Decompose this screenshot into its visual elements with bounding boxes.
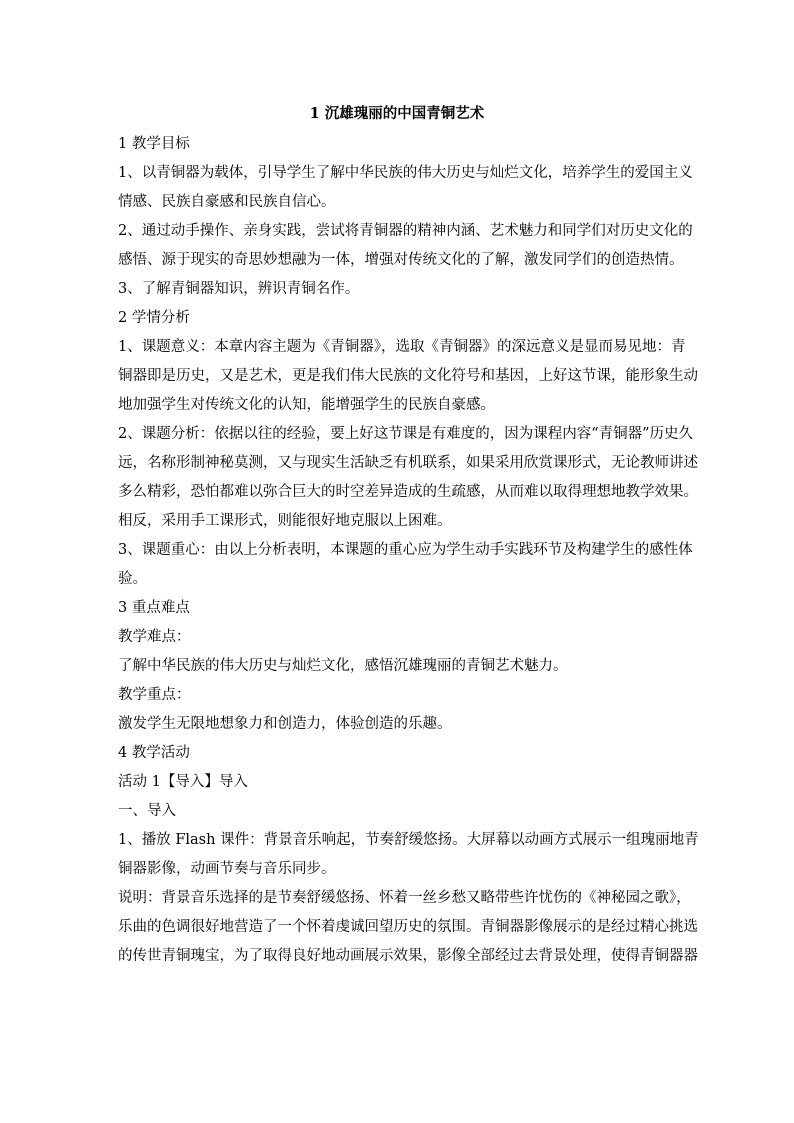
paragraph-line: 2、课题分析：依据以往的经验，要上好这节课是有难度的，因为课程内容“青铜器”历史久 xyxy=(118,426,694,442)
paragraph-line: 远，名称形制神秘莫测，又与现实生活缺乏有机联系，如果采用欣赏课形式，无论教师讲述 xyxy=(118,455,698,471)
paragraph-line: 说明：背景音乐选择的是节奏舒缓悠扬、怀着一丝乡愁又略带些许忧伤的《神秘园之歌》， xyxy=(118,890,691,906)
document-title: 1 沉雄瑰丽的中国青铜艺术 xyxy=(309,105,485,122)
paragraph-line: 1、播放 Flash 课件：背景音乐响起，节奏舒缓悠扬。大屏幕以动画方式展示一组瑰丽地青 xyxy=(118,832,699,848)
heading-activities: 4 教学活动 xyxy=(118,745,190,761)
paragraph-line: 铜器影像，动画节奏与音乐同步。 xyxy=(118,861,336,877)
paragraph-line: 乐曲的色调很好地营造了一个怀着虔诚回望历史的氛围。青铜器影像展示的是经过精心挑选 xyxy=(118,919,698,935)
paragraph-line: 多么精彩，恐怕都难以弥合巨大的时空差异造成的生疏感，从而难以取得理想地教学效果。 xyxy=(118,484,698,500)
heading-student-analysis: 2 学情分析 xyxy=(118,310,190,326)
section-heading-intro: 一、导入 xyxy=(118,803,176,819)
paragraph-line: 验。 xyxy=(118,571,147,587)
paragraph-line: 铜器即是历史，又是艺术，更是我们伟大民族的文化符号和基因，上好这节课，能形象生动 xyxy=(118,368,698,384)
paragraph-line: 相反，采用手工课形式，则能很好地克服以上困难。 xyxy=(118,513,452,529)
paragraph-line: 1、以青铜器为载体，引导学生了解中华民族的伟大历史与灿烂文化，培养学生的爱国主义 xyxy=(118,165,693,181)
paragraph-line: 的传世青铜瑰宝，为了取得良好地动画展示效果，影像全部经过去背景处理，使得青铜器器 xyxy=(118,948,698,964)
paragraph-line: 地加强学生对传统文化的认知，能增强学生的民族自豪感。 xyxy=(118,397,495,413)
paragraph-line: 1、课题意义：本章内容主题为《青铜器》，选取《青铜器》的深远意义是显而易见地：青 xyxy=(118,339,686,355)
subheading-difficulty: 教学难点： xyxy=(118,629,191,645)
paragraph-line: 2、通过动手操作、亲身实践，尝试将青铜器的精神内涵、艺术魅力和同学们对历史文化的 xyxy=(118,223,693,239)
paragraph-line: 感悟、源于现实的奇思妙想融为一体，增强对传统文化的了解，激发同学们的创造热情。 xyxy=(118,252,684,268)
paragraph-line: 3、课题重心：由以上分析表明，本课题的重心应为学生动手实践环节及构建学生的感性体 xyxy=(118,542,693,558)
paragraph-line: 情感、民族自豪感和民族自信心。 xyxy=(118,194,336,210)
heading-teaching-goals: 1 教学目标 xyxy=(118,136,190,152)
paragraph-line: 激发学生无限地想象力和创造力，体验创造的乐趣。 xyxy=(118,716,452,732)
paragraph-line: 3、了解青铜器知识，辨识青铜名作。 xyxy=(118,281,360,297)
document-body xyxy=(118,130,699,971)
paragraph-line: 了解中华民族的伟大历史与灿烂文化，感悟沉雄瑰丽的青铜艺术魅力。 xyxy=(118,658,568,674)
subheading-focus: 教学重点： xyxy=(118,687,191,703)
activity-heading: 活动 1【导入】导入 xyxy=(118,774,248,790)
heading-key-points: 3 重点难点 xyxy=(118,600,190,616)
